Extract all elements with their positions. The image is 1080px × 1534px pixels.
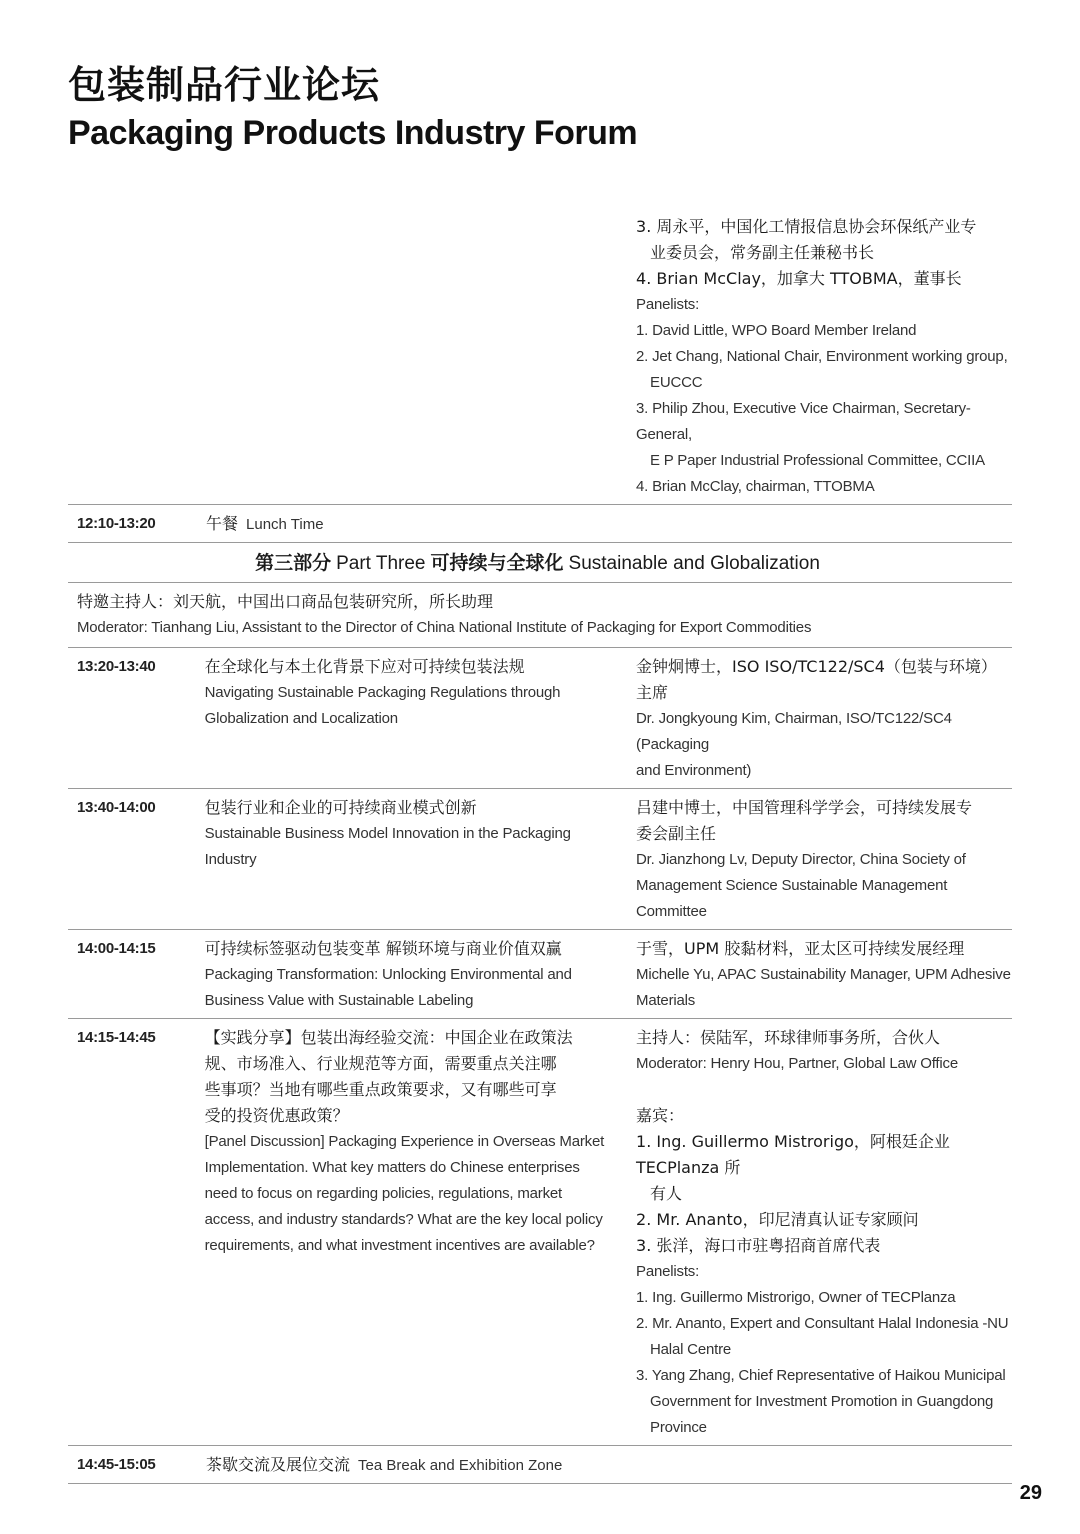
speaker-cn: 吕建中博士，中国管理科学学会，可持续发展专 bbox=[636, 798, 973, 817]
moderator-cn: 特邀主持人：刘天航，中国出口商品包装研究所，所长助理 bbox=[77, 592, 494, 611]
speaker-en: Dr. Jongkyoung Kim, Chairman, ISO/TC122/SC4 (Packaging bbox=[636, 710, 952, 753]
part-three-header bbox=[68, 543, 1012, 583]
moderator-row bbox=[68, 583, 1012, 648]
tea-break-row bbox=[68, 1446, 1012, 1484]
title-en: Packaging Products Industry Forum bbox=[68, 114, 638, 152]
panelist-line: 2. Mr. Ananto, Expert and Consultant Halal Indonesia -NU bbox=[636, 1315, 1009, 1332]
tea-en: Tea Break and Exhibition Zone bbox=[358, 1457, 563, 1474]
panelist-line: 2. Jet Chang, National Chair, Environment working group, bbox=[636, 348, 1008, 365]
session-title-cn: 规、市场准入、行业规范等方面，需要重点关注哪 bbox=[204, 1054, 557, 1073]
time-cell: 14:15-14:45 bbox=[77, 1029, 156, 1046]
part-title-cn: 可持续与全球化 bbox=[430, 552, 564, 574]
session-row bbox=[68, 789, 1012, 930]
session-row bbox=[68, 1019, 1012, 1446]
session-title-en: Implementation. What key matters do Chinese enterprises bbox=[204, 1159, 580, 1176]
panelist-line: EUCCC bbox=[650, 374, 703, 391]
speaker-line: 4. Brian McClay，加拿大 TTOBMA，董事长 bbox=[636, 269, 962, 288]
panelist-line: 3. Yang Zhang, Chief Representative of Haikou Municipal bbox=[636, 1367, 1006, 1384]
speaker-en: and Environment) bbox=[636, 762, 752, 779]
time-cell: 13:20-13:40 bbox=[77, 658, 156, 675]
guest-line: 1. Ing. Guillermo Mistrorigo，阿根廷企业 TECPlanza 所 bbox=[636, 1132, 950, 1177]
panelist-line: Government for Investment Promotion in Guangdong bbox=[650, 1393, 994, 1410]
session-title-en: [Panel Discussion] Packaging Experience in Overseas Market bbox=[204, 1133, 605, 1150]
session-title-cn: 受的投资优惠政策？ bbox=[204, 1106, 349, 1125]
panelist-line: 1. David Little, WPO Board Member Ireland bbox=[636, 322, 917, 339]
title-cn: 包装制品行业论坛 bbox=[68, 63, 381, 107]
spacer bbox=[636, 1077, 1012, 1103]
session-title-cn: 【实践分享】包装出海经验交流：中国企业在政策法 bbox=[204, 1028, 573, 1047]
session-row bbox=[68, 930, 1012, 1019]
session-cell bbox=[206, 1452, 562, 1479]
speaker-line: 3. 周永平，中国化工情报信息协会环保纸产业专 bbox=[636, 217, 977, 236]
time-cell: 14:00-14:15 bbox=[77, 940, 156, 957]
session-cell bbox=[205, 214, 636, 500]
guests-label: 嘉宾： bbox=[636, 1106, 685, 1125]
agenda-table bbox=[68, 214, 1012, 1484]
continued-speakers-row bbox=[68, 214, 1012, 505]
moderator-cn: 主持人：侯陆军，环球律师事务所，合伙人 bbox=[636, 1028, 941, 1047]
session-cell bbox=[205, 936, 636, 1014]
session-row bbox=[68, 648, 1012, 789]
speaker-cn: 委会副主任 bbox=[636, 824, 717, 843]
session-cell bbox=[205, 654, 636, 784]
speaker-cn: 金钟炯博士，ISO ISO/TC122/SC4（包装与环境）主席 bbox=[636, 657, 997, 702]
session-title-en: need to focus on regarding policies, regulations, market bbox=[204, 1185, 562, 1202]
speaker-en: Management Science Sustainable Management bbox=[636, 877, 948, 894]
panelist-line: Province bbox=[650, 1419, 707, 1436]
session-title-en: Business Value with Sustainable Labeling bbox=[204, 992, 474, 1009]
session-title-en: access, and industry standards? What are the key local policy bbox=[204, 1211, 603, 1228]
session-title-cn: 在全球化与本土化背景下应对可持续包装法规 bbox=[204, 657, 525, 676]
session-title-en: Sustainable Business Model Innovation in the Packaging bbox=[204, 825, 571, 842]
session-cell bbox=[205, 795, 636, 925]
speaker-en: Dr. Jianzhong Lv, Deputy Director, China Society of bbox=[636, 851, 966, 868]
session-cell bbox=[205, 1025, 636, 1441]
speaker-cn: 于雪，UPM 胶黏材料，亚太区可持续发展经理 bbox=[636, 939, 965, 958]
guest-line: 3. 张洋，海口市驻粤招商首席代表 bbox=[636, 1236, 881, 1255]
panelist-line: 4. Brian McClay, chairman, TTOBMA bbox=[636, 478, 875, 495]
session-title-cn: 些事项？当地有哪些重点政策要求，又有哪些可享 bbox=[204, 1080, 557, 1099]
panelist-line: Halal Centre bbox=[650, 1341, 732, 1358]
lunch-cn: 午餐 bbox=[206, 514, 239, 533]
moderator-en: Moderator: Tianhang Liu, Assistant to the Director of China National Institute of Packaging for Export Commodities bbox=[77, 619, 812, 636]
guest-line: 有人 bbox=[650, 1184, 683, 1203]
speaker-cell bbox=[636, 795, 1012, 925]
time-cell: 13:40-14:00 bbox=[77, 799, 156, 816]
session-title-en: requirements, and what investment incentives are available? bbox=[204, 1237, 595, 1254]
panelists-label: Panelists: bbox=[636, 1263, 700, 1280]
page-header bbox=[68, 62, 637, 154]
speaker-en: Michelle Yu, APAC Sustainability Manager, UPM Adhesive bbox=[636, 966, 1011, 983]
lunch-en: Lunch Time bbox=[246, 516, 324, 533]
panelist-line: 3. Philip Zhou, Executive Vice Chairman, Secretary-General, bbox=[636, 400, 971, 443]
speaker-en: Committee bbox=[636, 903, 707, 920]
moderator-en: Moderator: Henry Hou, Partner, Global Law Office bbox=[636, 1055, 958, 1072]
session-title-cn: 可持续标签驱动包装变革 解锁环境与商业价值双赢 bbox=[204, 939, 562, 958]
session-title-en: Navigating Sustainable Packaging Regulations through bbox=[204, 684, 561, 701]
speaker-cell bbox=[636, 654, 1012, 784]
speaker-cell bbox=[636, 936, 1012, 1014]
page-number: 29 bbox=[1019, 1482, 1042, 1504]
guest-line: 2. Mr. Ananto，印尼清真认证专家顾问 bbox=[636, 1210, 919, 1229]
part-title-en: Sustainable and Globalization bbox=[568, 553, 820, 574]
speaker-cell bbox=[636, 214, 1012, 500]
session-title-en: Industry bbox=[204, 851, 257, 868]
session-title-cn: 包装行业和企业的可持续商业模式创新 bbox=[204, 798, 477, 817]
speaker-cell bbox=[636, 1025, 1012, 1441]
time-cell: 14:45-15:05 bbox=[77, 1456, 156, 1473]
part-cn: 第三部分 bbox=[255, 552, 332, 574]
panelists-label: Panelists: bbox=[636, 296, 700, 313]
tea-cn: 茶歇交流及展位交流 bbox=[206, 1455, 351, 1474]
session-title-en: Globalization and Localization bbox=[204, 710, 398, 727]
session-title-en: Packaging Transformation: Unlocking Environmental and bbox=[204, 966, 572, 983]
speaker-line: 业委员会，常务副主任兼秘书长 bbox=[650, 243, 875, 262]
panelist-line: E P Paper Industrial Professional Committee, CCIIA bbox=[650, 452, 985, 469]
lunch-row bbox=[68, 505, 1012, 543]
time-cell bbox=[68, 214, 205, 500]
part-en: Part Three bbox=[336, 553, 426, 574]
session-cell bbox=[206, 511, 324, 538]
panelist-line: 1. Ing. Guillermo Mistrorigo, Owner of TECPlanza bbox=[636, 1289, 956, 1306]
time-cell: 12:10-13:20 bbox=[77, 515, 156, 532]
speaker-en: Materials bbox=[636, 992, 696, 1009]
